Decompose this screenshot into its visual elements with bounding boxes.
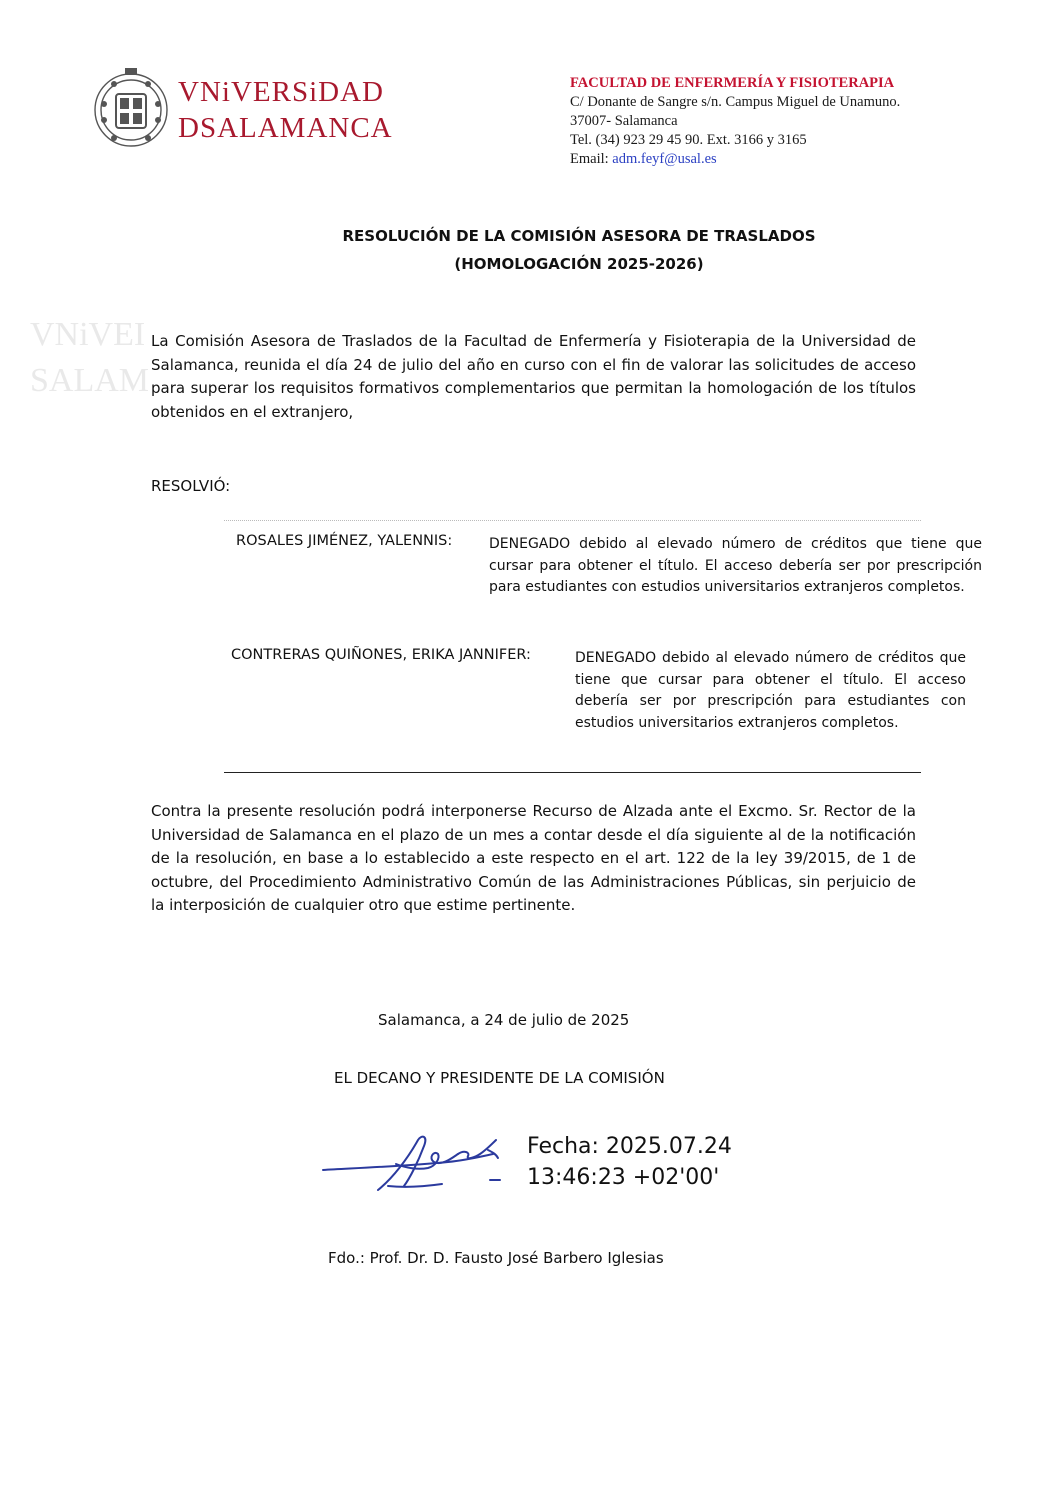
wordmark-line-1: VNiVERSiDAD bbox=[178, 76, 384, 108]
digital-signature-stamp bbox=[527, 1131, 732, 1193]
watermark-line-1: VNiVEI bbox=[30, 316, 146, 353]
email-link[interactable]: adm.feyf@usal.es bbox=[612, 151, 717, 167]
email-line bbox=[570, 150, 900, 169]
resolvio-label: RESOLVIÓ: bbox=[151, 477, 231, 495]
applicant-2-decision: DENEGADO debido al elevado número de créditos que tiene que cursar para obtener el título. El acceso debería ser por prescripción para estudiantes con estudios universitarios extranjeros completos. bbox=[575, 650, 966, 731]
place-date: Salamanca, a 24 de julio de 2025 bbox=[378, 1011, 630, 1029]
signed-by: Fdo.: Prof. Dr. D. Fausto José Barbero Iglesias bbox=[328, 1249, 664, 1267]
title-line-2: (HOMOLOGACIÓN 2025-2026) bbox=[454, 255, 704, 273]
phone-line: Tel. (34) 923 29 45 90. Ext. 3166 y 3165 bbox=[570, 132, 807, 148]
table-bottom-border bbox=[224, 772, 921, 773]
applicant-2-name: CONTRERAS QUIÑONES, ERIKA JANNIFER: bbox=[231, 647, 531, 663]
applicant-1-decision: DENEGADO debido al elevado número de créditos que tiene que cursar para obtener el título. El acceso debería ser por prescripción para estudiantes con estudios universitarios extranjeros completos. bbox=[489, 536, 982, 595]
address-line-2: 37007- Salamanca bbox=[570, 113, 678, 129]
handwritten-signature bbox=[318, 1128, 518, 1198]
faculty-name: FACULTAD DE ENFERMERÍA Y FISIOTERAPIA bbox=[570, 75, 895, 91]
signer-title: EL DECANO Y PRESIDENTE DE LA COMISIÓN bbox=[334, 1069, 665, 1087]
table-top-border bbox=[224, 520, 921, 521]
email-label: Email: bbox=[570, 151, 613, 167]
wordmark-line-2: DSALAMANCA bbox=[178, 112, 393, 144]
university-wordmark bbox=[178, 74, 393, 146]
address-line-1: C/ Donante de Sangre s/n. Campus Miguel de Unamuno. bbox=[570, 94, 901, 110]
appeal-paragraph: Contra la presente resolución podrá interponerse Recurso de Alzada ante el Excmo. Sr. Rector de la Universidad de Salamanca en el plazo de un mes a contar desde el día siguiente al de la notificación de la resolución, en base a lo establecido a este respecto en el art. 122 de la ley 39/2015, de 1 de octubre, del Procedimiento Administrativo Común de las Administraciones Públicas, sin perjuicio de la interposición de cualquier otro que estime pertinente. bbox=[151, 802, 916, 914]
applicant-1-name: ROSALES JIMÉNEZ, YALENNIS: bbox=[236, 533, 453, 549]
watermark-line-2: SALAM bbox=[30, 362, 150, 399]
faculty-contact-block bbox=[570, 74, 900, 169]
intro-paragraph: La Comisión Asesora de Traslados de la Facultad de Enfermería y Fisioterapia de la Universidad de Salamanca, reunida el día 24 de julio del año en curso con el fin de valorar las solicitudes de acceso para superar los requisitos formativos complementarios que permitan la homologación de los títulos obtenidos en el extranjero, bbox=[151, 332, 916, 421]
document-title bbox=[0, 222, 1058, 278]
signature-date: Fecha: 2025.07.24 bbox=[527, 1134, 732, 1159]
signature-time: 13:46:23 +02'00' bbox=[527, 1165, 720, 1190]
university-seal-logo bbox=[92, 64, 170, 156]
watermark bbox=[30, 312, 149, 404]
title-line-1: RESOLUCIÓN DE LA COMISIÓN ASESORA DE TRASLADOS bbox=[342, 227, 816, 245]
